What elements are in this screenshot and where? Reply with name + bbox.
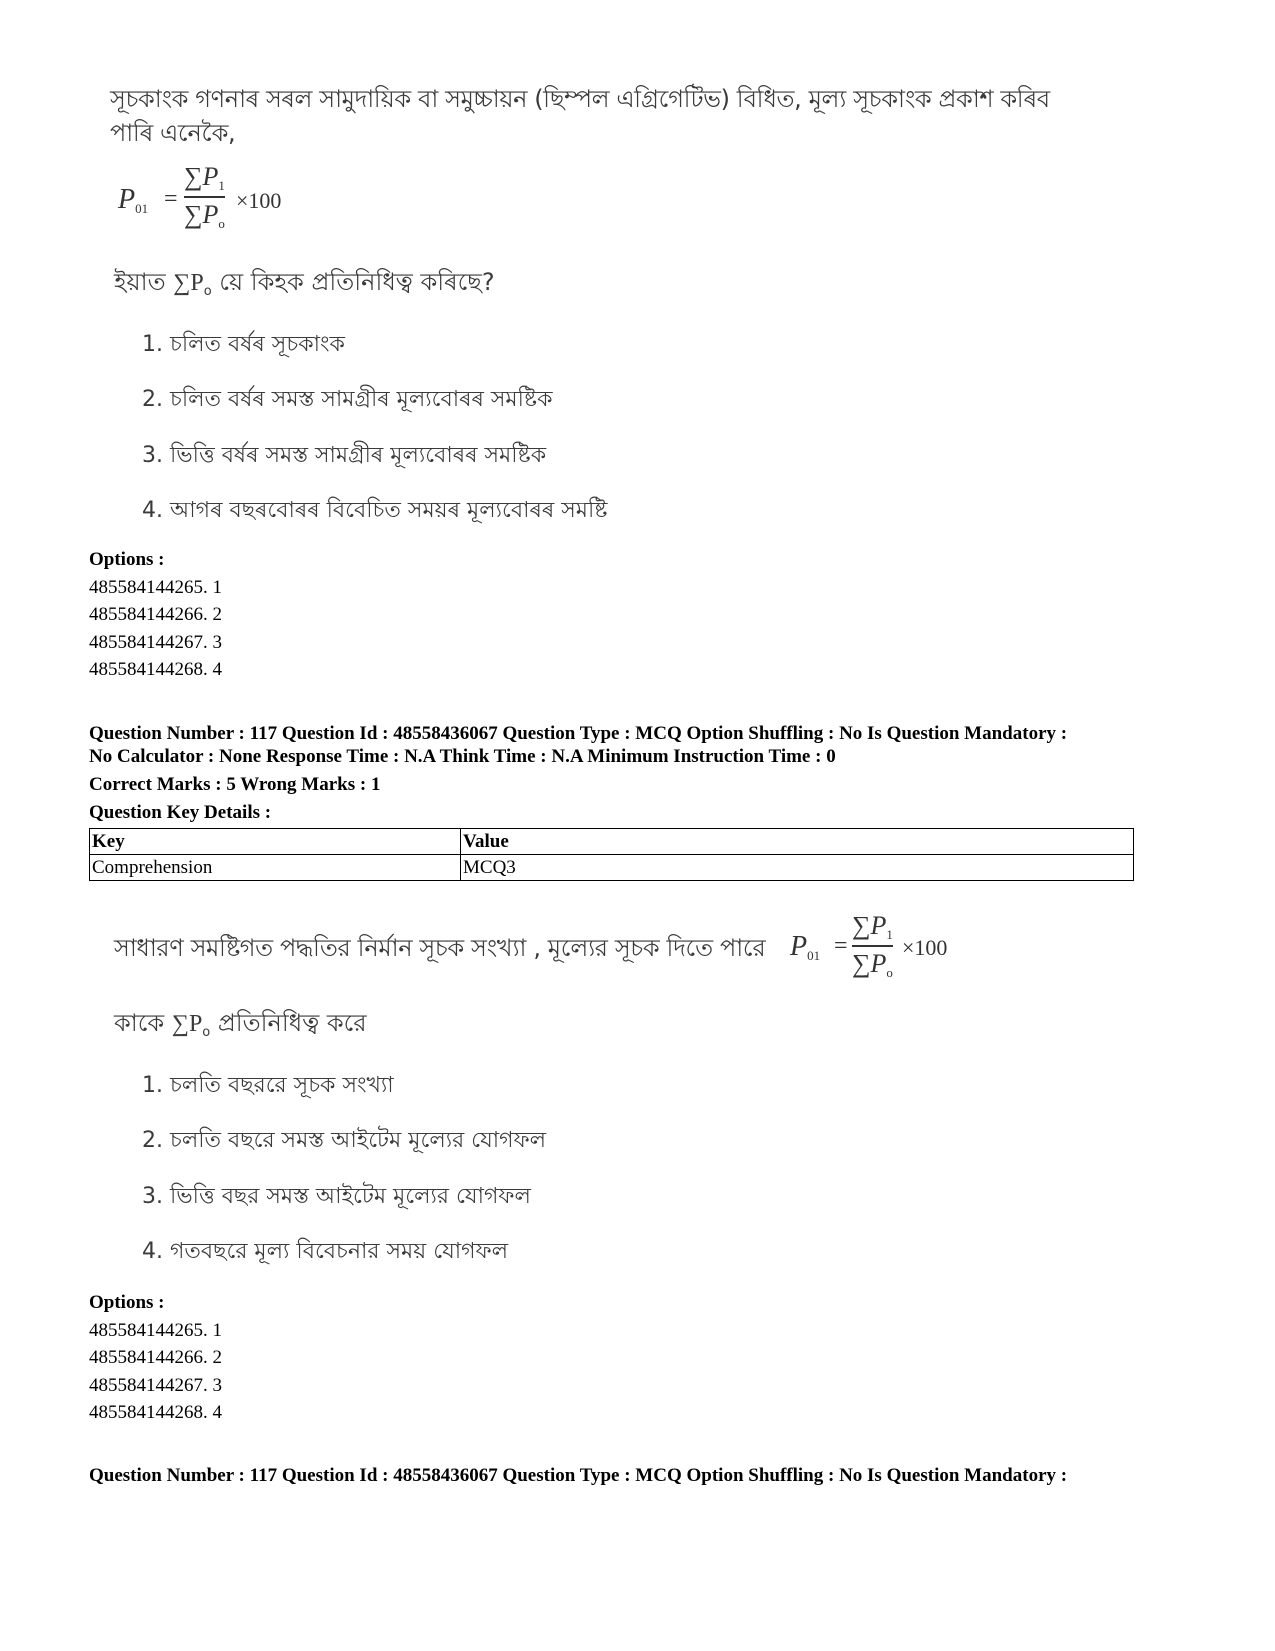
option-item: 485584144267. 3 xyxy=(89,1374,222,1396)
key-details-heading: Question Key Details : xyxy=(89,802,272,823)
option-item: 485584144266. 2 xyxy=(89,604,222,625)
question-meta xyxy=(89,722,1149,768)
formula-multiplier: ×100 xyxy=(236,188,282,213)
options-list xyxy=(89,1289,222,1427)
option-item: 485584144265. 1 xyxy=(89,576,222,598)
question-image-bengali xyxy=(110,911,1090,1275)
table-cell-value: MCQ3 xyxy=(461,855,1134,881)
price-index-formula xyxy=(118,162,318,252)
formula-equals: = xyxy=(164,186,178,212)
options-heading: Options : xyxy=(89,1292,165,1313)
table-header-key: Key xyxy=(90,829,461,855)
question-option-1: 1. চলিত বৰ্ষৰ সূচকাংক xyxy=(142,332,345,357)
meta-line-1: Question Number : 117 Question Id : 48558436067 Question Type : MCQ Option Shuffling : No Is Question Mandatory : xyxy=(89,1465,1068,1486)
option-item: 485584144267. 3 xyxy=(89,631,222,653)
question-meta xyxy=(89,1464,1149,1487)
key-details-table xyxy=(89,828,1134,881)
question-option-1: 1. চলতি বছররে সূচক সংখ্যা xyxy=(142,1073,394,1098)
option-item: 485584144268. 4 xyxy=(89,659,222,680)
formula-denominator: $\sum P_o$ xyxy=(184,199,225,231)
option-item: 485584144265. 1 xyxy=(89,1319,222,1341)
meta-line-2: No Calculator : None Response Time : N.A Think Time : N.A Minimum Instruction Time : 0 xyxy=(89,746,836,767)
table-cell-key: Comprehension xyxy=(90,855,461,881)
options-list xyxy=(89,546,222,684)
question-ask: কাকে $\sum P_o$ প্রতিনিধিত্ব করে xyxy=(114,1009,367,1040)
formula-fraction xyxy=(184,162,225,232)
formula-multiplier: ×100 xyxy=(902,935,948,960)
formula-lhs: $P_{01}$ xyxy=(118,184,149,216)
fraction-bar xyxy=(852,945,893,947)
formula-equals: = xyxy=(834,933,848,959)
fraction-bar xyxy=(184,196,225,198)
meta-line-1: Question Number : 117 Question Id : 48558436067 Question Type : MCQ Option Shuffling : No Is Question Mandatory : xyxy=(89,723,1068,744)
question-option-3: 3. ভিত্তি বৰ্ষৰ সমস্ত সামগ্ৰীৰ মূল্যবোৰৰ সমষ্টিক xyxy=(142,443,547,468)
formula-lhs: $P_{01}$ xyxy=(790,931,821,963)
question-option-4: 4. গতবছরে মূল্য বিবেচনার সময় যোগফল xyxy=(142,1239,509,1264)
marks-line: Correct Marks : 5 Wrong Marks : 1 xyxy=(89,774,381,795)
option-item: 485584144266. 2 xyxy=(89,1347,222,1368)
question-stem: সাধারণ সমষ্টিগত পদ্ধতির নির্মান সূচক সংখ্যা , মূল্যের সূচক দিতে পারে xyxy=(114,934,766,962)
table-row xyxy=(90,855,1134,881)
formula-fraction xyxy=(852,911,893,981)
options-heading: Options : xyxy=(89,549,165,570)
question-option-2: 2. চলতি বছরে সমস্ত আইটেম মূল্যের যোগফল xyxy=(142,1128,547,1153)
question-image-assamese xyxy=(110,82,1090,522)
question-ask: ইয়াত $\sum P_o$ য়ে কিহক প্ৰতিনিধিত্ব কৰিছে? xyxy=(114,268,495,299)
table-header-value: Value xyxy=(461,829,1134,855)
formula-denominator: $\sum P_o$ xyxy=(852,948,893,980)
question-option-4: 4. আগৰ বছৰবোৰৰ বিবেচিত সময়ৰ মূল্যবোৰৰ সমষ্টি xyxy=(142,498,608,523)
formula-numerator: $\sum P_1$ xyxy=(852,911,893,942)
table-header-row xyxy=(90,829,1134,855)
price-index-formula xyxy=(790,911,990,995)
question-option-2: 2. চলিত বৰ্ষৰ সমস্ত সামগ্ৰীৰ মূল্যবোৰৰ সমষ্টিক xyxy=(142,387,553,412)
question-option-3: 3. ভিত্তি বছর সমস্ত আইটেম মূল্যের যোগফল xyxy=(142,1184,531,1209)
formula-numerator: $\sum P_1$ xyxy=(184,162,225,193)
question-stem: সূচকাংক গণনাৰ সৰল সামুদায়িক বা সমুচ্চায়ন (ছিম্পল এগ্রিগেটিভ) বিধিত, মূল্য সূচকাংক প্ৰকাশ কৰিব পাৰি এনেকৈ, xyxy=(110,85,1050,147)
option-item: 485584144268. 4 xyxy=(89,1402,222,1423)
